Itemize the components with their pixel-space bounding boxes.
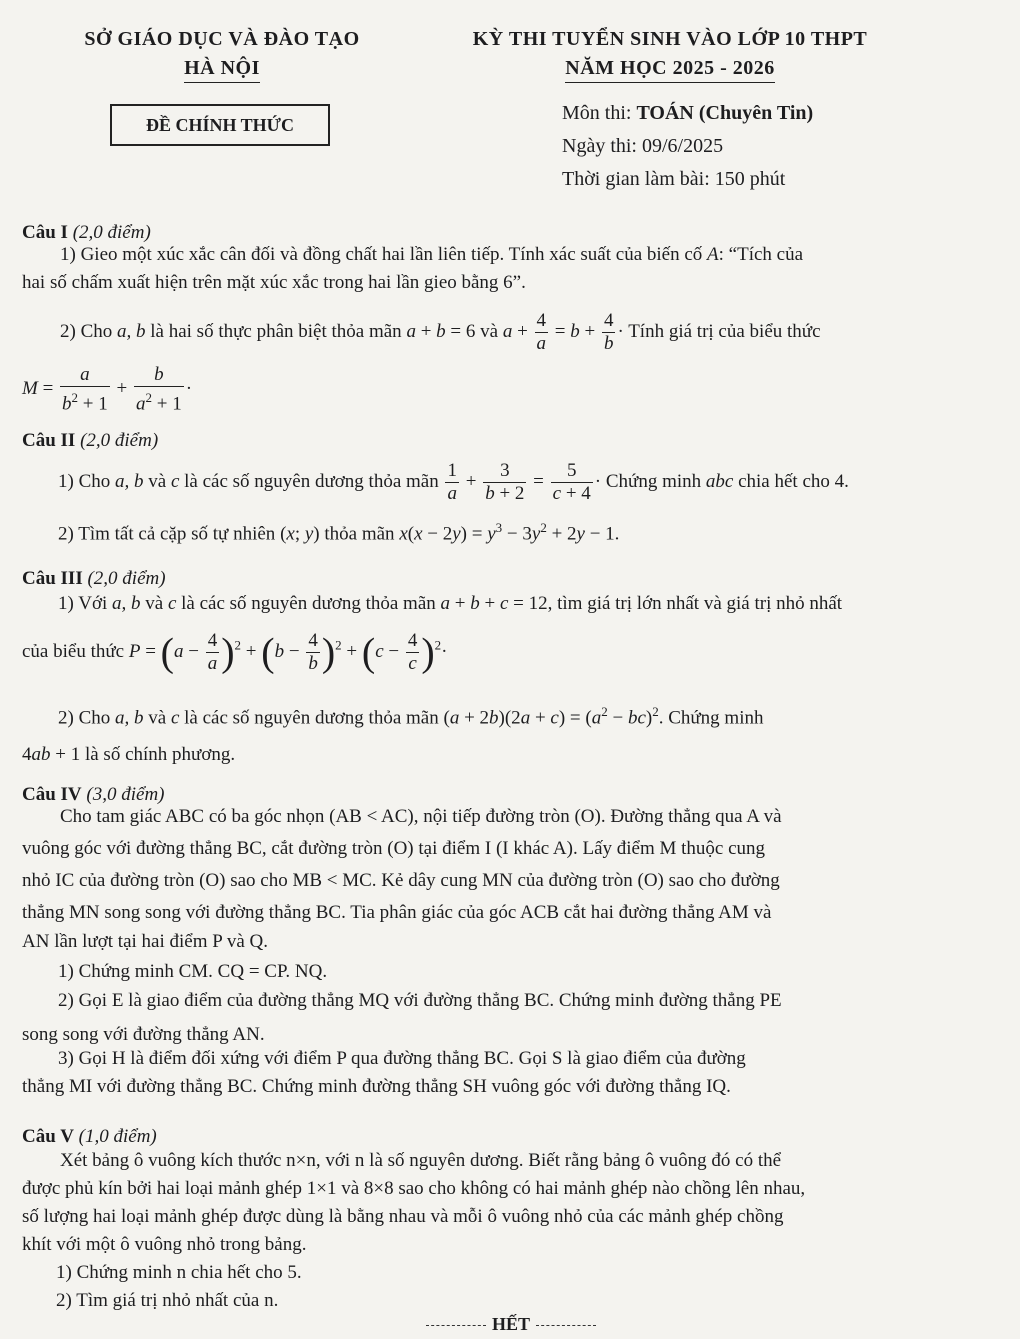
q1-title-text: Câu I [22, 222, 68, 243]
subject-prefix: Môn thi: [562, 102, 637, 124]
q3-part2-line2: 4ab + 1 là số chính phương. [22, 744, 236, 765]
q5-intro-line3: số lượng hai loại mảnh ghép được dùng là bằng nhau và mỗi ô vuông nhỏ của các mảnh ghép chồng [22, 1206, 784, 1227]
school-year: NĂM HỌC 2025 - 2026 [565, 57, 774, 83]
exam-header [420, 28, 920, 83]
q3-p2d: . Chứng minh [658, 707, 764, 729]
q1-part1-line2: hai số chấm xuất hiện trên mặt xúc xắc trong hai lần gieo bằng 6”. [22, 272, 526, 293]
q2-title [22, 430, 994, 452]
q4-intro-line3: nhỏ IC của đường tròn (O) sao cho MB < MC. Kẻ dây cung MN của đường tròn (O) sao cho đường [22, 870, 780, 891]
q2-p1c: là các số nguyên dương thỏa mãn [179, 470, 444, 492]
q4-intro-line5: AN lần lượt tại hai điểm P và Q. [22, 931, 269, 952]
q5-intro-line1: Xét bảng ô vuông kích thước n×n, với n là số nguyên dương. Biết rằng bảng ô vuông đó có thể [60, 1150, 782, 1171]
q3-p2c: là các số nguyên dương thỏa mãn [179, 707, 444, 729]
q2-part1: 1) Cho a, b và c là các số nguyên dương thỏa mãn $\frac{1}{a}$ + $\frac{3}{b + 2}$ = $\frac{5}{c + 4}$ · Chứng minh abc chia hết cho 4. [58, 460, 849, 504]
q3-part2-line1: 2) Cho a, b và c là các số nguyên dương thỏa mãn $(a + 2b)(2a + c) = (a^2 - bc)^2$. Chứng minh [58, 704, 764, 729]
subject-line [562, 102, 813, 125]
q5-title [22, 1126, 994, 1148]
q5-intro-line2: được phủ kín bởi hai loại mảnh ghép 1×1 và 8×8 sao cho không có hai mảnh ghép nào chồng lên nhau, [22, 1178, 806, 1199]
q5-points: (1,0 điểm) [78, 1126, 157, 1147]
q2-p1d: · Chứng minh [594, 470, 706, 492]
q3-points: (2,0 điểm) [87, 568, 166, 589]
frac-3-over-b2: $\frac{3}{b + 2}$ [485, 460, 525, 504]
q1-points: (2,0 điểm) [72, 222, 151, 243]
q2-p1a: 1) Cho [58, 470, 115, 492]
subject-value: TOÁN (Chuyên Tin) [636, 102, 814, 124]
q3-p2a: 2) Cho [58, 707, 115, 729]
dash-right [536, 1325, 596, 1326]
q1-p1a: 1) Gieo một xúc xắc cân đối và đồng chất hai lần liên tiếp. Tính xác suất của biến cố [60, 244, 708, 265]
official-label: ĐỀ CHÍNH THỨC [110, 104, 330, 146]
q3-p2b: và [143, 707, 171, 729]
q1-title [22, 222, 994, 244]
department-city: HÀ NỘI [184, 57, 260, 83]
q4-intro-line2: vuông góc với đường thẳng BC, cắt đường tròn (O) tại điểm I (I khác A). Lấy điểm M thuộc cung [22, 838, 766, 859]
department-name: SỞ GIÁO DỤC VÀ ĐÀO TẠO [84, 28, 360, 50]
q1-p1b: : “Tích của [718, 244, 804, 265]
frac-a-over-b2: $\frac{a}{b^2 + 1}$ [62, 364, 108, 415]
q1-p2c: và [475, 320, 503, 342]
q4-item3-line1: 3) Gọi H là điểm đối xứng với điểm P qua đường thẳng BC. Gọi S là giao điểm của đường [58, 1048, 746, 1069]
q2-p1e: chia hết cho 4. [733, 470, 849, 492]
frac-1-over-a: $\frac{1}{a}$ [447, 460, 457, 504]
q4-item2-line1: 2) Gọi E là giao điểm của đường thẳng MQ với đường thẳng BC. Chứng minh đường thẳng PE [58, 990, 782, 1011]
q4-item3-line2: thẳng MI với đường thẳng BC. Chứng minh đường thẳng SH vuông góc với đường thẳng IQ. [22, 1076, 731, 1097]
exam-name: KỲ THI TUYỂN SINH VÀO LỚP 10 THPT [472, 28, 868, 50]
q1-p2d: · Tính giá trị của biểu thức [617, 320, 821, 342]
q4-item1: 1) Chứng minh CM. CQ = CP. NQ. [58, 961, 328, 982]
q3-p1-line2-text: của biểu thức [22, 640, 129, 662]
q4-intro-line1: Cho tam giác ABC có ba góc nhọn (AB < AC), nội tiếp đường tròn (O). Đường thẳng qua A và [60, 806, 782, 827]
q3-title [22, 568, 994, 590]
q3-p1b: và [140, 593, 168, 614]
frac-4-over-c-p: $\frac{4}{c}$ [407, 630, 418, 674]
q5-item1: 1) Chứng minh n chia hết cho 5. [56, 1262, 302, 1283]
q2-points: (2,0 điểm) [80, 430, 159, 451]
q1-p2a: 2) Cho [60, 320, 117, 342]
q2-p1b: và [143, 470, 171, 492]
q2-part2: 2) Tìm tất cả cặp số tự nhiên (x; y) thỏa mãn $x(x - 2y) = y^3 - 3y^2 + 2y - 1$. [58, 520, 620, 545]
end-marker [420, 1314, 602, 1335]
q4-item2-line2: song song với đường thẳng AN. [22, 1024, 265, 1045]
q1-p2b: là hai số thực phân biệt thỏa mãn [145, 320, 407, 342]
q4-intro-line4: thẳng MN song song với đường thẳng BC. Tia phân giác của góc ACB cắt hai đường thẳng AM và [22, 902, 772, 923]
frac-4-over-a-p: $\frac{4}{a}$ [207, 630, 218, 674]
frac-b-over-a2: $\frac{b}{a^2 + 1}$ [135, 364, 182, 415]
q3-part1-line2: của biểu thức P = (a − $\frac{4}{a}$ )$^2$ + (b − $\frac{4}{b}$ )$^2$ + (c − $\frac{4}{c}$ )$^2$· [22, 629, 448, 675]
q1-p1-var: A [707, 244, 719, 265]
q2-title-text: Câu II [22, 430, 76, 451]
q5-intro-line4: khít với một ô vuông nhỏ trong bảng. [22, 1234, 307, 1255]
q4-title-text: Câu IV [22, 784, 82, 805]
q1-expression-m: M = $\frac{a}{b^2 + 1}$ + $\frac{b}{a^2 + 1}$ · [22, 364, 193, 415]
q1-part1-line1 [60, 244, 994, 266]
q5-title-text: Câu V [22, 1126, 74, 1147]
q3-p2-line2-text: là số chính phương. [80, 744, 236, 765]
q3-part1-line1: 1) Với a, b và c là các số nguyên dương thỏa mãn a + b + c = 12, tìm giá trị lớn nhất và giá trị nhỏ nhất [58, 593, 843, 614]
exam-date: Ngày thi: 09/6/2025 [562, 135, 724, 157]
frac-5-over-c4: $\frac{5}{c + 4}$ [552, 460, 591, 504]
q3-p1c: là các số nguyên dương thỏa mãn [176, 593, 441, 614]
frac-4-over-a: $\frac{4}{a}$ [536, 310, 547, 354]
q2-p2a: 2) Tìm tất cả cặp số tự nhiên [58, 523, 281, 545]
q3-p1a: 1) Với [58, 593, 113, 614]
q2-p2b: thỏa mãn [319, 523, 400, 545]
q3-p1d: , tìm giá trị lớn nhất và giá trị nhỏ nhất [547, 593, 843, 614]
q4-points: (3,0 điểm) [86, 784, 165, 805]
dash-left [426, 1325, 486, 1326]
department-header [52, 28, 392, 83]
q3-title-text: Câu III [22, 568, 83, 589]
exam-duration: Thời gian làm bài: 150 phút [562, 168, 786, 190]
q1-part2-line1: 2) Cho a, b là hai số thực phân biệt thỏa mãn a + b = 6 và a + $\frac{4}{a}$ = b + $\frac{4}{b}$ · Tính giá trị của biểu thức [60, 310, 821, 354]
frac-4-over-b: $\frac{4}{b}$ [603, 310, 614, 354]
frac-4-over-b-p: $\frac{4}{b}$ [308, 630, 318, 674]
end-text: HẾT [492, 1314, 531, 1334]
q5-item2: 2) Tìm giá trị nhỏ nhất của n. [56, 1290, 279, 1311]
q4-title [22, 784, 994, 806]
